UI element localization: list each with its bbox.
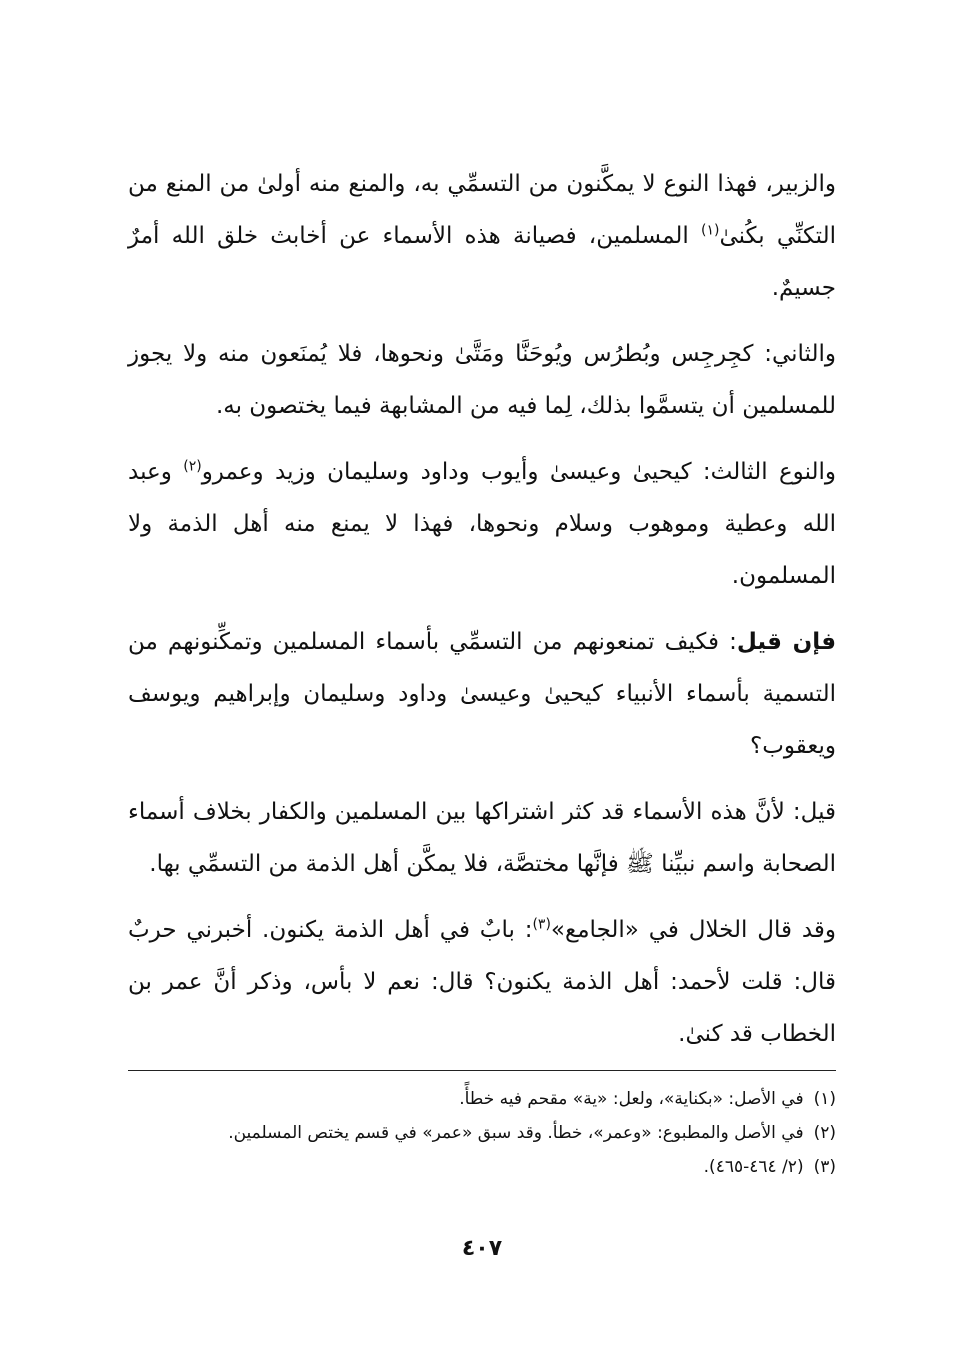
paragraph-text: والنوع الثالث: كيحيىٰ وعيسىٰ وأيوب وداود وسليمان وزيد وعمرو	[201, 459, 837, 485]
paragraph-5	[128, 786, 836, 890]
paragraph-text: وقد قال الخلال في «الجامع»	[550, 917, 836, 943]
paragraph-text-cont: المسلمين، فصيانة هذه الأسماء عن أخابث خلق الله أمرٌ جسيمٌ.	[128, 223, 836, 301]
footnote-text: في الأصل والمطبوع: «وعمر»، خطأ. وقد سبق «عمر» في قسم يختص المسلمين.	[228, 1123, 804, 1143]
footnote-3	[128, 1150, 836, 1184]
footnote-number: (٢)	[813, 1123, 836, 1143]
paragraph-text: والثاني: كجِرجِس وبُطرُس ويُوحَنَّا ومَتَّىٰ ونحوها، فلا يُمنَعون منه ولا يجوز للمسلمين أن يتسمَّوا بذلك، لِما فيه من المشابهة فيما يختصون به.	[128, 341, 836, 419]
footnotes	[128, 1082, 836, 1184]
paragraph-3	[128, 446, 836, 602]
paragraph-text-cont: وعبد الله وعطية وموهوب وسلام ونحوها، فهذا لا يمنع منه أهل الذمة ولا المسلمون.	[128, 459, 836, 589]
footnote-separator	[128, 1070, 836, 1071]
paragraph-text-cont: : بابٌ في أهل الذمة يكنون. أخبرني حربٌ قال: قلت لأحمد: أهل الذمة يكنون؟ قال: نعم لا بأس، وذكر أنَّ عمر بن الخطاب قد كنىٰ.	[128, 917, 836, 1047]
footnote-ref[interactable]: (٢)	[183, 458, 202, 475]
paragraph-text: : فكيف تمنعونهم من التسمِّي بأسماء المسلمين وتمكِّنونهم من التسمية بأسماء الأنبياء كيحيىٰ وعيسىٰ وداود وسليمان وإبراهيم ويوسف ويعقوب؟	[128, 629, 836, 759]
paragraph-text: قيل: لأنَّ هذه الأسماء قد كثر اشتراكها بين المسلمين والكفار بخلاف أسماء الصحابة واسم نبيِّنا ﷺ فإنَّها مختصَّة، فلا يمكَّن أهل الذمة من التسمِّي بها.	[128, 799, 836, 877]
footnote-number: (١)	[813, 1089, 836, 1109]
page-number: ٤٠٧	[461, 1236, 503, 1261]
paragraph-2	[128, 328, 836, 432]
footnote-ref[interactable]: (٣)	[532, 916, 551, 933]
footnote-ref[interactable]: (١)	[700, 222, 720, 239]
footnote-1	[128, 1082, 836, 1116]
footnote-2	[128, 1116, 836, 1150]
footnote-text: (٢/ ٤٦٤-٤٦٥).	[703, 1157, 804, 1177]
paragraph-lead: فإن قيل	[736, 629, 837, 655]
footnote-number: (٣)	[813, 1157, 836, 1177]
paragraph-4	[128, 616, 836, 772]
paragraph-6	[128, 904, 836, 1060]
paragraph-1	[128, 158, 836, 314]
main-text	[128, 158, 836, 1074]
paragraph-text: والزبير، فهذا النوع لا يمكَّنون من التسمِّي به، والمنع منه أولىٰ من المنع من التكنِّي بكُنىٰ	[128, 171, 836, 249]
footnote-text: في الأصل: «بكناية»، ولعل: «ية» مقحم فيه خطأً.	[459, 1089, 804, 1109]
